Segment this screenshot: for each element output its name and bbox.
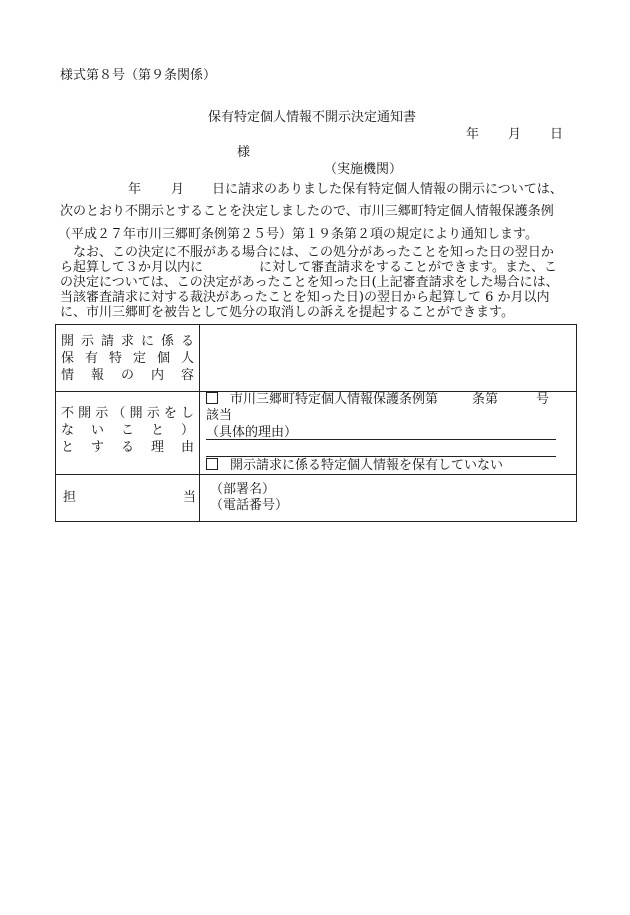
contact-value-cell [200,475,576,521]
reason-label-line: とする理由 [61,440,194,455]
reason-value-cell [200,392,576,474]
appeal-line2a: ら起算して３か月以内に [60,260,204,275]
not-held-checkbox[interactable] [206,458,218,470]
ordinance-reason-checkbox[interactable] [206,392,218,404]
notice-paragraph-line [60,182,580,198]
phone-number-field: （電話番号） [210,498,289,513]
ordinance-reason-item: 号 [536,392,550,407]
reason-label-line: ないこと） [61,423,194,438]
specific-reason-underline [206,456,556,457]
appeal-paragraph-line [60,260,557,276]
contact-label-first: 担 [63,490,77,505]
request-year: 年 [128,182,142,197]
not-held-text: 開示請求に係る特定個人情報を保有していない [230,458,504,473]
document-title: 保有特定個人情報不開示決定通知書 [208,110,417,125]
request-content-label-line: 開示請求に係る [61,334,194,349]
date-day: 日 [550,127,564,142]
ordinance-reason-article: 条第 [472,392,499,407]
reason-label-cell [56,392,200,474]
request-content-value-cell[interactable] [200,325,576,391]
specific-reason-underline [206,439,556,440]
request-content-label-line: 情報の内容 [61,368,194,383]
ordinance-reason-prefix: 市川三郷町特定個人情報保護条例第 [230,392,439,407]
form-number-label: 様式第８号（第９条関係） [60,68,217,83]
notice-date [466,127,563,143]
request-content-label-cell [56,325,200,391]
appeal-line2b: に対して審査請求をすることができます。また、こ [259,260,557,275]
request-content-label-line: 保有特定個人 [61,351,194,366]
reason-option-not-held [206,458,503,474]
reason-label-line: 不開示（開示をし [61,406,194,421]
appeal-paragraph-line [60,245,554,261]
department-name-field: （部署名） [210,482,276,497]
notice-paragraph-line: 次のとおり不開示とすることを決定しましたので、市川三郷町特定個人情報保護条例 [60,204,554,219]
notice-paragraph-line: （平成２７年市川三郷町条例第２５号）第１９条第２項の規定により通知します。 [58,227,538,242]
appeal-line1: なお、この決定に不服がある場合には、この処分があったことを知った日の翌日か [73,245,554,260]
date-month: 月 [508,127,522,142]
table-row-contact [56,475,576,521]
appeal-paragraph-line: 当該審査請求に対する裁決があったことを知った日)の翌日から起算して 6 か月以内 [60,290,550,305]
addressee-suffix: 様 [237,145,251,160]
appeal-paragraph-line: に、市川三郷町を被告として処分の取消しの訴えを提起することができます。 [60,305,514,320]
request-month: 月 [171,182,185,197]
contact-label-cell [56,475,200,521]
decision-details-table [55,324,577,522]
contact-label-second: 当 [183,490,197,505]
reason-option-ordinance [206,392,549,408]
date-year: 年 [466,127,480,142]
request-date-rest: 日に請求のありました保有特定個人情報の開示については、 [212,182,563,197]
ordinance-reason-applies: 該当 [206,408,233,423]
table-row-request-content [56,325,576,392]
implementing-agency: （実施機関） [324,162,403,177]
appeal-paragraph-line: の決定については、この決定があったことを知った日(上記審査請求をした場合には、 [60,275,559,290]
specific-reason-label: （具体的理由） [206,425,298,440]
table-row-nondisclosure-reason [56,392,576,475]
